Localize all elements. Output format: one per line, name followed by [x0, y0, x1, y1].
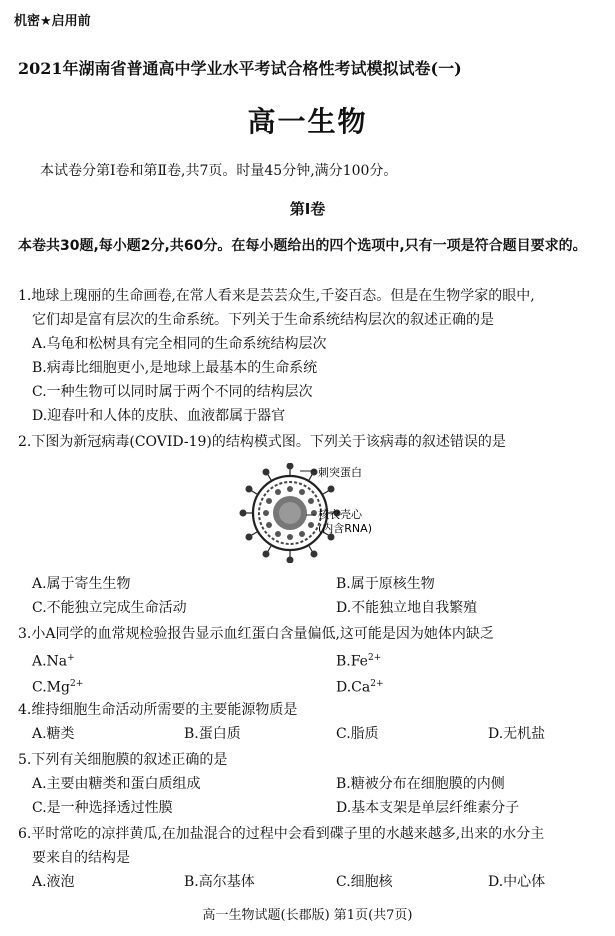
question-1-option-a: A.乌龟和松树具有完全相同的生命系统结构层次: [32, 336, 327, 352]
exam-intro: 本试卷分第Ⅰ卷和第Ⅱ卷,共7页。时量45分钟,满分100分。: [40, 163, 398, 179]
question-5-stem-line-1: 5.下列有关细胞膜的叙述正确的是: [18, 752, 228, 768]
virus-structure-figure: [232, 463, 452, 563]
exam-header: 2021年湖南省普通高中学业水平考试合格性考试模拟试卷(一): [18, 59, 462, 78]
question-3-stem-line-1: 3.小A同学的血常规检验报告显示血红蛋白含量偏低,这可能是因为她体内缺乏: [18, 626, 494, 642]
question-2-option-a: A.属于寄生生物: [32, 576, 131, 592]
question-4-option-d: D.无机盐: [488, 726, 546, 742]
question-5-option-a: A.主要由糖类和蛋白质组成: [32, 776, 201, 792]
ion-charge: 2+: [370, 679, 384, 689]
part-title: 第Ⅰ卷: [289, 200, 326, 218]
virus-diagram: [232, 463, 452, 563]
label-nucleocapsid: 核衣壳心: [318, 508, 362, 521]
question-1-stem-line-1: 1.地球上瑰丽的生命画卷,在常人看来是芸芸众生,千姿百态。但是在生物学家的眼中,: [18, 288, 535, 304]
question-4-option-a: A.糖类: [32, 726, 75, 742]
page-footer: 高一生物试题(长郡版) 第1页(共7页): [202, 908, 413, 923]
question-2-stem-line-1: 2.下图为新冠病毒(COVID-19)的结构模式图。下列关于该病毒的叙述错误的是: [18, 434, 506, 450]
label-contains-rna: (内含RNA): [318, 522, 372, 535]
option-text: C.Mg: [32, 679, 70, 696]
question-3-option-c: [32, 672, 83, 700]
question-5-option-c: C.是一种选择透过性膜: [32, 800, 173, 816]
question-3-option-a: [32, 646, 75, 674]
question-6-stem-line-2: 要来自的结构是: [32, 850, 130, 866]
option-text: B.Fe: [336, 653, 368, 670]
question-4-option-b: B.蛋白质: [184, 726, 241, 742]
question-2-option-b: B.属于原核生物: [336, 576, 435, 592]
question-2-option-c: C.不能独立完成生命活动: [32, 600, 187, 616]
option-text: D.Ca: [336, 679, 371, 696]
question-2-option-d: D.不能独立地自我繁殖: [336, 600, 478, 616]
question-6-option-b: B.高尔基体: [184, 874, 255, 890]
question-4-option-c: C.脂质: [336, 726, 379, 742]
ion-charge: 2+: [367, 653, 382, 663]
question-1-option-b: B.病毒比细胞更小,是地球上最基本的生命系统: [32, 360, 318, 376]
question-1-stem-line-2: 它们却是富有层次的生命系统。下列关于生命系统结构层次的叙述正确的是: [32, 312, 494, 328]
question-6-option-c: C.细胞核: [336, 874, 393, 890]
question-3-option-d: [336, 672, 384, 700]
question-4-stem-line-1: 4.维持细胞生命活动所需要的主要能源物质是: [18, 702, 298, 718]
question-6-option-d: D.中心体: [488, 874, 546, 890]
ion-charge: +: [67, 653, 75, 663]
option-text: A.Na: [32, 653, 68, 670]
ion-charge: 2+: [69, 679, 84, 689]
question-5-option-d: D.基本支架是单层纤维素分子: [336, 800, 520, 816]
question-1-option-c: C.一种生物可以同时属于两个不同的结构层次: [32, 384, 313, 400]
label-spike-protein: 刺突蛋白: [318, 466, 362, 479]
question-5-option-b: B.糖被分布在细胞膜的内侧: [336, 776, 505, 792]
confidential-mark: 机密★启用前: [14, 14, 91, 29]
subject-title: 高一生物: [247, 105, 368, 138]
part-instructions: 本卷共30题,每小题2分,共60分。在每小题给出的四个选项中,只有一项是符合题目要求的。: [18, 238, 587, 254]
question-6-stem-line-1: 6.平时常吃的凉拌黄瓜,在加盐混合的过程中会看到碟子里的水越来越多,出来的水分主: [18, 826, 545, 842]
question-6-option-a: A.液泡: [32, 874, 75, 890]
question-3-option-b: [336, 646, 381, 674]
question-1-option-d: D.迎春叶和人体的皮肤、血液都属于器官: [32, 408, 286, 424]
